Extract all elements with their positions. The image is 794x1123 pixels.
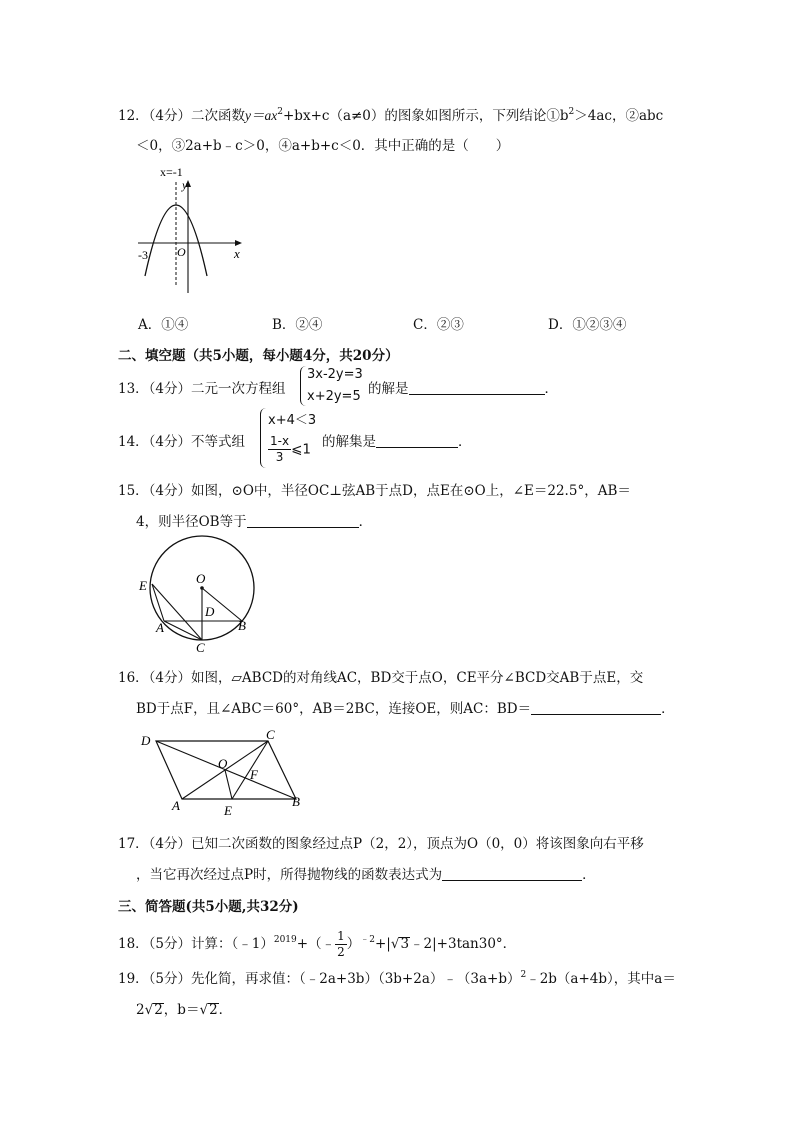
parabola-figure — [130, 160, 260, 295]
q16-answer-blank[interactable] — [531, 702, 661, 715]
q14-eq1: x+4＜3 — [268, 413, 317, 428]
q13-eq1: 3x-2y=3 — [307, 367, 363, 382]
circle-figure — [134, 532, 264, 654]
parallelogram-figure — [136, 726, 316, 820]
q17-line1: 17．（4分）已知二次函数的图象经过点P（2，2），顶点为O（0，0）将该图象向右平移 — [118, 836, 644, 852]
q13-prefix: 13．（4分）二元一次方程组 — [118, 381, 286, 397]
svg-text:F: F — [250, 767, 258, 782]
option-a[interactable]: A．①④ — [138, 317, 189, 333]
q13-suffix: 的解是 ． — [368, 381, 558, 397]
q15-answer-blank[interactable] — [247, 515, 359, 528]
axis-label: x=-1 — [160, 165, 183, 179]
svg-text:C: C — [196, 640, 205, 654]
q14-eq2: $\frac{1-x}{3}$ ⩽1 — [270, 434, 311, 464]
svg-text:-3: -3 — [138, 248, 148, 262]
q14-brace — [260, 408, 268, 468]
q14-answer-blank[interactable] — [376, 435, 458, 448]
section-2-heading: 二、填空题（共5小题，每小题4分，共20分） — [118, 348, 399, 364]
q16-line2: BD于点F，且∠ABC＝60°，AB＝2BC，连接OE，则AC：BD＝ ． — [136, 701, 675, 717]
q13-answer-blank[interactable] — [409, 382, 545, 395]
q17-line2: ，当它再次经过点P时，所得抛物线的函数表达式为 ． — [136, 867, 596, 883]
q13-eq2: x+2y=5 — [307, 389, 361, 404]
section-3-heading: 三、简答题(共5小题,共32分) — [118, 899, 299, 915]
q14-prefix: 14．（4分）不等式组 — [118, 434, 246, 450]
svg-text:B: B — [292, 794, 300, 809]
q18-line: 18．（5分）计算：（﹣1）$^{2019}$+（﹣ $\frac{1}{2}$ ）$^{﹣2}$+|√3﹣2|+3tan30°． — [118, 929, 517, 959]
svg-text:C: C — [266, 727, 275, 742]
q15-line2: 4，则半径OB等于 ． — [136, 514, 373, 530]
svg-text:O: O — [218, 756, 228, 771]
option-c[interactable]: C．②③ — [413, 317, 464, 333]
option-b[interactable]: B．②④ — [272, 317, 323, 333]
svg-text:O: O — [196, 571, 206, 586]
svg-text:D: D — [141, 733, 151, 748]
svg-text:y: y — [182, 178, 188, 192]
q16-line1: 16．（4分）如图，▱ABCD的对角线AC，BD交于点O，CE平分∠BCD交AB于点E，交 — [118, 670, 644, 686]
svg-text:E: E — [139, 578, 147, 593]
svg-text:B: B — [238, 618, 246, 633]
q19-line1: 19．（5分）先化简，再求值：$(﹣2a+3b)(3b+2a)﹣(3a+b)^2﹣2b(a+4b)$，其中a＝ — [118, 970, 676, 987]
svg-text:D: D — [205, 604, 215, 619]
svg-text:x: x — [234, 246, 240, 261]
option-d[interactable]: D．①②③④ — [548, 317, 627, 333]
q12-line2: ＜0，③2a+b﹣c＞0，④a+b+c＜0．其中正确的是（ ） — [136, 138, 510, 154]
svg-text:A: A — [156, 620, 164, 635]
q12-line1: 12．（4分）二次函数$y=ax^2+bx+c(a\ne 0)$的图象如图所示，下列结论$①b^2>4ac$，②abc — [118, 107, 664, 124]
q14-suffix: 的解集是 ． — [322, 434, 472, 450]
svg-text:O: O — [177, 245, 186, 259]
svg-text:E: E — [224, 803, 232, 818]
svg-text:A: A — [172, 798, 180, 813]
q15-line1: 15．（4分）如图，⊙O中，半径OC⊥弦AB于点D，点E在⊙O上，∠E＝22.5°，AB＝ — [118, 483, 631, 499]
q19-line2: 2√2，b＝√2． — [136, 1002, 233, 1018]
q17-answer-blank[interactable] — [442, 868, 582, 881]
